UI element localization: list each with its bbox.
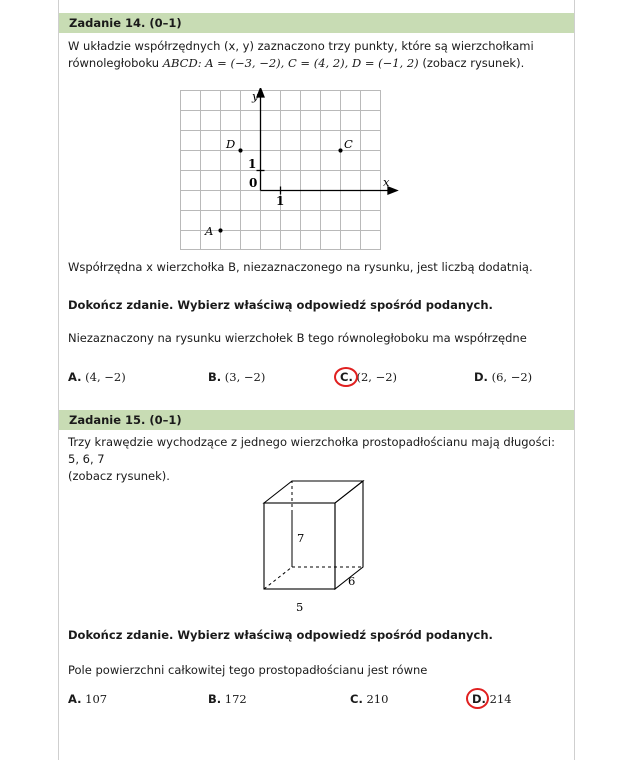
cuboid-height-label: 7 bbox=[297, 531, 305, 545]
point-D-label: D bbox=[226, 137, 236, 151]
task-14-option-d-label: D. bbox=[474, 370, 488, 384]
task-14-option-a-value: (4, −2) bbox=[85, 370, 126, 384]
task-15-intro-line-1: Trzy krawędzie wychodzące z jednego wierzchołka prostopadłościanu mają długości: 5, 6, 7 bbox=[68, 435, 555, 466]
task-15-option-b-value: 172 bbox=[224, 692, 247, 706]
cuboid-svg bbox=[255, 476, 400, 616]
task-14-option-c[interactable] bbox=[340, 370, 397, 384]
task-14-option-b[interactable] bbox=[208, 370, 265, 384]
task-14-option-d[interactable] bbox=[474, 370, 532, 384]
task-14-intro-line-2 bbox=[68, 55, 568, 72]
task-14-option-b-value: (3, −2) bbox=[224, 370, 266, 384]
task-15-option-b-label: B. bbox=[208, 692, 222, 706]
task-14-option-a[interactable] bbox=[68, 370, 126, 384]
point-A-dot bbox=[218, 228, 222, 232]
cuboid-hidden-edges bbox=[264, 481, 363, 589]
task-14-header-label: Zadanie 14. (0–1) bbox=[69, 16, 182, 30]
task-14-answer-row bbox=[68, 370, 568, 388]
task-14-figure-coordinate-grid bbox=[176, 88, 426, 248]
task-15-figure-cuboid bbox=[255, 476, 400, 616]
y-unit-label: 1 bbox=[248, 157, 257, 171]
task-14-intro-line-2-suffix: (zobacz rysunek). bbox=[418, 56, 525, 70]
task-15-option-c[interactable] bbox=[350, 692, 388, 706]
task-14-option-b-label: B. bbox=[208, 370, 222, 384]
point-A-label: A bbox=[205, 224, 214, 238]
point-C-label: C bbox=[344, 137, 353, 151]
task-14-stem: Niezaznaczony na rysunku wierzchołek B tego równoległoboku ma współrzędne bbox=[68, 331, 527, 345]
right-margin-rule bbox=[574, 0, 575, 760]
task-15-answer-row bbox=[68, 692, 568, 710]
task-15-header bbox=[59, 410, 574, 430]
point-C-dot bbox=[338, 148, 342, 152]
task-15-instruction: Dokończ zdanie. Wybierz właściwą odpowiedź spośród podanych. bbox=[68, 628, 493, 642]
task-14-intro bbox=[68, 38, 568, 72]
task-15-option-a-value: 107 bbox=[85, 692, 108, 706]
left-margin-rule bbox=[58, 0, 59, 760]
origin-label: 0 bbox=[249, 176, 258, 190]
cuboid-width-label: 5 bbox=[296, 600, 304, 614]
cuboid-depth-label: 6 bbox=[348, 574, 356, 588]
task-15-option-d-label: D. bbox=[472, 692, 486, 706]
task-14-option-c-value: (2, −2) bbox=[356, 370, 398, 384]
cuboid-solid-edges bbox=[264, 481, 363, 589]
task-14-intro-line-1: W układzie współrzędnych (x, y) zaznaczono trzy punkty, które są wierzchołkami bbox=[68, 39, 534, 53]
task-14-option-d-value: (6, −2) bbox=[491, 370, 533, 384]
coordinate-grid-svg bbox=[176, 88, 426, 250]
x-unit-label: 1 bbox=[276, 194, 285, 208]
point-D-dot bbox=[238, 148, 242, 152]
task-15-option-d[interactable] bbox=[472, 692, 512, 706]
task-14-intro-line-2-math: ABCD: A = (−3, −2), C = (4, 2), D = (−1, 2) bbox=[162, 56, 419, 70]
task-14-note: Współrzędna x wierzchołka B, niezaznaczonego na rysunku, jest liczbą dodatnią. bbox=[68, 260, 533, 274]
task-15-option-b[interactable] bbox=[208, 692, 247, 706]
task-14-intro-line-2-prefix: równoległoboku bbox=[68, 56, 163, 70]
task-15-option-c-label: C. bbox=[350, 692, 363, 706]
task-15-option-a[interactable] bbox=[68, 692, 107, 706]
plotted-points bbox=[204, 137, 353, 238]
task-14-option-c-label: C. bbox=[340, 370, 353, 384]
task-15-intro-line-2: (zobacz rysunek). bbox=[68, 469, 170, 483]
task-15-option-c-value: 210 bbox=[366, 692, 389, 706]
task-14-option-a-label: A. bbox=[68, 370, 82, 384]
y-axis-label: y bbox=[252, 89, 259, 103]
task-15-header-label: Zadanie 15. (0–1) bbox=[69, 413, 182, 427]
x-axis-label: x bbox=[383, 175, 390, 189]
axes bbox=[257, 88, 397, 194]
task-14-instruction: Dokończ zdanie. Wybierz właściwą odpowiedź spośród podanych. bbox=[68, 298, 493, 312]
task-15-option-d-value: 214 bbox=[489, 692, 512, 706]
task-14-header bbox=[59, 13, 574, 33]
task-15-stem: Pole powierzchni całkowitej tego prostopadłościanu jest równe bbox=[68, 663, 428, 677]
task-15-option-a-label: A. bbox=[68, 692, 82, 706]
